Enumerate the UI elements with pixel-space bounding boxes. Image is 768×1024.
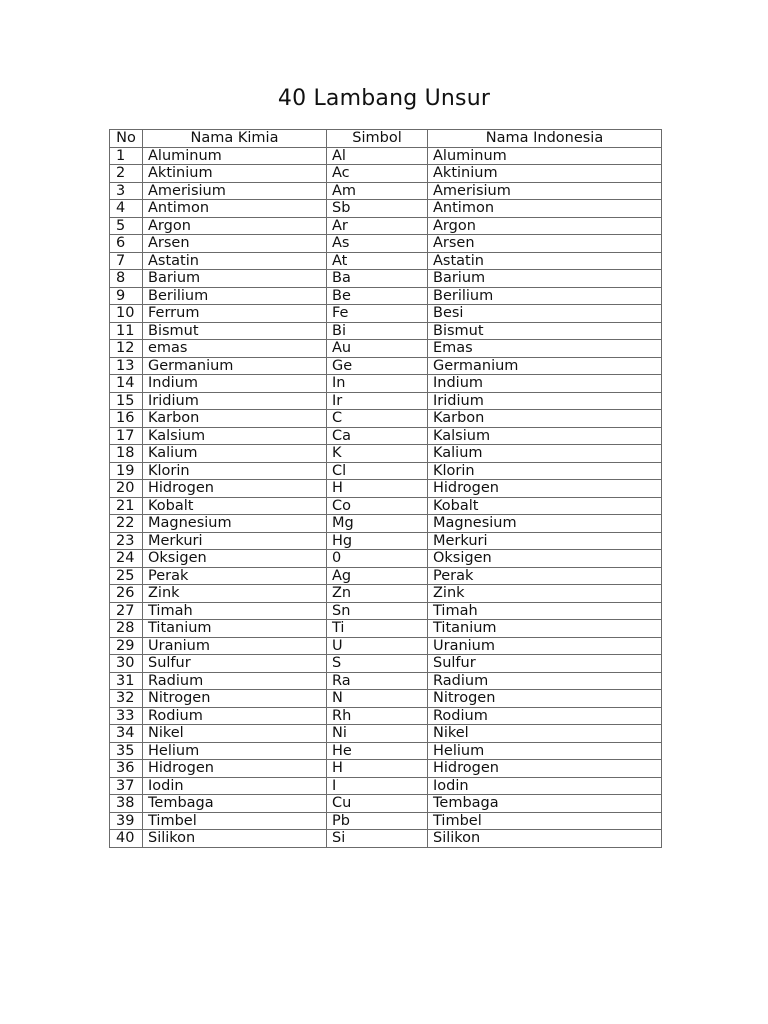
table-row [110,340,662,358]
cell-nama-kimia: Antimon [143,200,327,218]
cell-nama-indonesia: Aktinium [428,165,662,183]
cell-no: 20 [110,480,143,498]
cell-nama-indonesia: Uranium [428,637,662,655]
cell-nama-indonesia: Amerisium [428,182,662,200]
table-row [110,287,662,305]
table-row [110,690,662,708]
cell-simbol: 0 [327,550,428,568]
cell-nama-indonesia: Karbon [428,410,662,428]
cell-no: 14 [110,375,143,393]
cell-simbol: H [327,480,428,498]
cell-no: 40 [110,830,143,848]
cell-nama-indonesia: Merkuri [428,532,662,550]
cell-nama-indonesia: Aluminum [428,147,662,165]
cell-no: 6 [110,235,143,253]
cell-no: 27 [110,602,143,620]
cell-simbol: Ge [327,357,428,375]
cell-simbol: Cl [327,462,428,480]
cell-nama-indonesia: Radium [428,672,662,690]
cell-simbol: Ba [327,270,428,288]
cell-nama-kimia: Argon [143,217,327,235]
cell-nama-indonesia: Hidrogen [428,480,662,498]
cell-nama-kimia: Amerisium [143,182,327,200]
cell-simbol: Bi [327,322,428,340]
cell-no: 25 [110,567,143,585]
cell-no: 37 [110,777,143,795]
table-row [110,497,662,515]
header-nama-kimia: Nama Kimia [143,130,327,148]
table-row [110,392,662,410]
cell-no: 1 [110,147,143,165]
table-row [110,567,662,585]
cell-nama-kimia: Perak [143,567,327,585]
cell-simbol: Sb [327,200,428,218]
cell-nama-kimia: Merkuri [143,532,327,550]
cell-nama-indonesia: Berilium [428,287,662,305]
header-nama-indonesia: Nama Indonesia [428,130,662,148]
table-row [110,602,662,620]
cell-no: 4 [110,200,143,218]
cell-nama-kimia: Zink [143,585,327,603]
table-row [110,707,662,725]
table-row [110,812,662,830]
table-row [110,305,662,323]
cell-no: 39 [110,812,143,830]
cell-simbol: I [327,777,428,795]
cell-no: 15 [110,392,143,410]
cell-simbol: Fe [327,305,428,323]
cell-no: 8 [110,270,143,288]
cell-nama-indonesia: Iodin [428,777,662,795]
cell-no: 34 [110,725,143,743]
cell-no: 19 [110,462,143,480]
cell-nama-indonesia: Iridium [428,392,662,410]
cell-nama-kimia: Oksigen [143,550,327,568]
cell-simbol: S [327,655,428,673]
cell-no: 12 [110,340,143,358]
table-header-row [110,130,662,148]
cell-no: 17 [110,427,143,445]
table-body [110,147,662,847]
cell-simbol: Pb [327,812,428,830]
cell-simbol: Au [327,340,428,358]
table-row [110,655,662,673]
cell-simbol: N [327,690,428,708]
cell-simbol: In [327,375,428,393]
cell-nama-indonesia: Astatin [428,252,662,270]
cell-no: 38 [110,795,143,813]
header-simbol: Simbol [327,130,428,148]
cell-nama-kimia: Barium [143,270,327,288]
cell-no: 10 [110,305,143,323]
cell-simbol: C [327,410,428,428]
cell-nama-kimia: Aktinium [143,165,327,183]
cell-simbol: Cu [327,795,428,813]
cell-nama-kimia: Iridium [143,392,327,410]
cell-nama-indonesia: Sulfur [428,655,662,673]
cell-nama-kimia: Silikon [143,830,327,848]
cell-nama-kimia: Timah [143,602,327,620]
cell-nama-kimia: Hidrogen [143,760,327,778]
table-row [110,742,662,760]
cell-nama-kimia: Klorin [143,462,327,480]
table-row [110,200,662,218]
cell-simbol: Ra [327,672,428,690]
cell-no: 35 [110,742,143,760]
table-row [110,830,662,848]
cell-no: 9 [110,287,143,305]
table-row [110,672,662,690]
cell-nama-indonesia: Nitrogen [428,690,662,708]
cell-simbol: Al [327,147,428,165]
cell-nama-kimia: Berilium [143,287,327,305]
cell-simbol: K [327,445,428,463]
cell-simbol: Hg [327,532,428,550]
cell-no: 29 [110,637,143,655]
cell-simbol: Be [327,287,428,305]
cell-nama-indonesia: Rodium [428,707,662,725]
cell-no: 2 [110,165,143,183]
elements-table [109,129,662,848]
cell-nama-kimia: Aluminum [143,147,327,165]
cell-no: 31 [110,672,143,690]
cell-nama-indonesia: Indium [428,375,662,393]
cell-nama-indonesia: Magnesium [428,515,662,533]
cell-nama-kimia: Nikel [143,725,327,743]
header-no: No [110,130,143,148]
cell-nama-indonesia: Kobalt [428,497,662,515]
table-row [110,235,662,253]
cell-nama-indonesia: Tembaga [428,795,662,813]
cell-nama-kimia: Hidrogen [143,480,327,498]
cell-nama-kimia: emas [143,340,327,358]
cell-nama-kimia: Tembaga [143,795,327,813]
cell-simbol: U [327,637,428,655]
cell-simbol: Zn [327,585,428,603]
cell-nama-indonesia: Klorin [428,462,662,480]
cell-no: 7 [110,252,143,270]
cell-no: 30 [110,655,143,673]
cell-nama-indonesia: Arsen [428,235,662,253]
cell-nama-kimia: Kobalt [143,497,327,515]
cell-nama-indonesia: Kalium [428,445,662,463]
table-row [110,252,662,270]
table-row [110,777,662,795]
table-row [110,410,662,428]
cell-no: 21 [110,497,143,515]
cell-nama-indonesia: Barium [428,270,662,288]
cell-no: 32 [110,690,143,708]
cell-no: 16 [110,410,143,428]
cell-simbol: Sn [327,602,428,620]
cell-no: 22 [110,515,143,533]
table-row [110,585,662,603]
cell-no: 24 [110,550,143,568]
cell-nama-indonesia: Nikel [428,725,662,743]
cell-nama-indonesia: Titanium [428,620,662,638]
cell-simbol: Co [327,497,428,515]
table-row [110,760,662,778]
table-row [110,217,662,235]
table-row [110,357,662,375]
cell-nama-kimia: Ferrum [143,305,327,323]
cell-nama-kimia: Indium [143,375,327,393]
cell-nama-kimia: Sulfur [143,655,327,673]
table-row [110,480,662,498]
table-row [110,322,662,340]
cell-nama-indonesia: Silikon [428,830,662,848]
cell-simbol: As [327,235,428,253]
cell-nama-indonesia: Helium [428,742,662,760]
cell-simbol: Am [327,182,428,200]
cell-nama-indonesia: Oksigen [428,550,662,568]
cell-nama-indonesia: Timbel [428,812,662,830]
table-row [110,550,662,568]
cell-nama-kimia: Radium [143,672,327,690]
cell-nama-kimia: Karbon [143,410,327,428]
cell-simbol: Ag [327,567,428,585]
table-row [110,795,662,813]
cell-nama-indonesia: Germanium [428,357,662,375]
cell-no: 28 [110,620,143,638]
cell-nama-kimia: Nitrogen [143,690,327,708]
cell-nama-kimia: Astatin [143,252,327,270]
cell-nama-indonesia: Emas [428,340,662,358]
cell-nama-kimia: Arsen [143,235,327,253]
cell-simbol: H [327,760,428,778]
table-row [110,165,662,183]
cell-nama-kimia: Uranium [143,637,327,655]
cell-simbol: Ti [327,620,428,638]
cell-nama-kimia: Kalsium [143,427,327,445]
cell-nama-indonesia: Argon [428,217,662,235]
cell-nama-kimia: Kalium [143,445,327,463]
cell-nama-indonesia: Timah [428,602,662,620]
table-row [110,532,662,550]
table-row [110,637,662,655]
cell-simbol: Ni [327,725,428,743]
cell-no: 3 [110,182,143,200]
cell-simbol: He [327,742,428,760]
cell-no: 33 [110,707,143,725]
table-row [110,427,662,445]
cell-simbol: Ac [327,165,428,183]
table-row [110,375,662,393]
table-row [110,620,662,638]
table-row [110,725,662,743]
cell-nama-indonesia: Zink [428,585,662,603]
cell-no: 5 [110,217,143,235]
cell-simbol: Ir [327,392,428,410]
cell-nama-indonesia: Hidrogen [428,760,662,778]
cell-simbol: Ar [327,217,428,235]
cell-no: 18 [110,445,143,463]
cell-simbol: At [327,252,428,270]
table-row [110,147,662,165]
cell-nama-kimia: Germanium [143,357,327,375]
cell-nama-indonesia: Kalsium [428,427,662,445]
cell-no: 26 [110,585,143,603]
cell-no: 11 [110,322,143,340]
cell-no: 13 [110,357,143,375]
cell-nama-kimia: Titanium [143,620,327,638]
cell-nama-kimia: Rodium [143,707,327,725]
table-row [110,515,662,533]
cell-no: 23 [110,532,143,550]
cell-nama-indonesia: Perak [428,567,662,585]
table-row [110,182,662,200]
cell-simbol: Rh [327,707,428,725]
cell-simbol: Mg [327,515,428,533]
table-row [110,445,662,463]
cell-simbol: Si [327,830,428,848]
cell-no: 36 [110,760,143,778]
table-row [110,462,662,480]
cell-nama-indonesia: Besi [428,305,662,323]
cell-nama-kimia: Iodin [143,777,327,795]
cell-nama-kimia: Helium [143,742,327,760]
page-title: 40 Lambang Unsur [277,86,491,111]
cell-nama-kimia: Bismut [143,322,327,340]
cell-nama-kimia: Magnesium [143,515,327,533]
cell-nama-indonesia: Antimon [428,200,662,218]
cell-nama-indonesia: Bismut [428,322,662,340]
cell-simbol: Ca [327,427,428,445]
cell-nama-kimia: Timbel [143,812,327,830]
table-row [110,270,662,288]
